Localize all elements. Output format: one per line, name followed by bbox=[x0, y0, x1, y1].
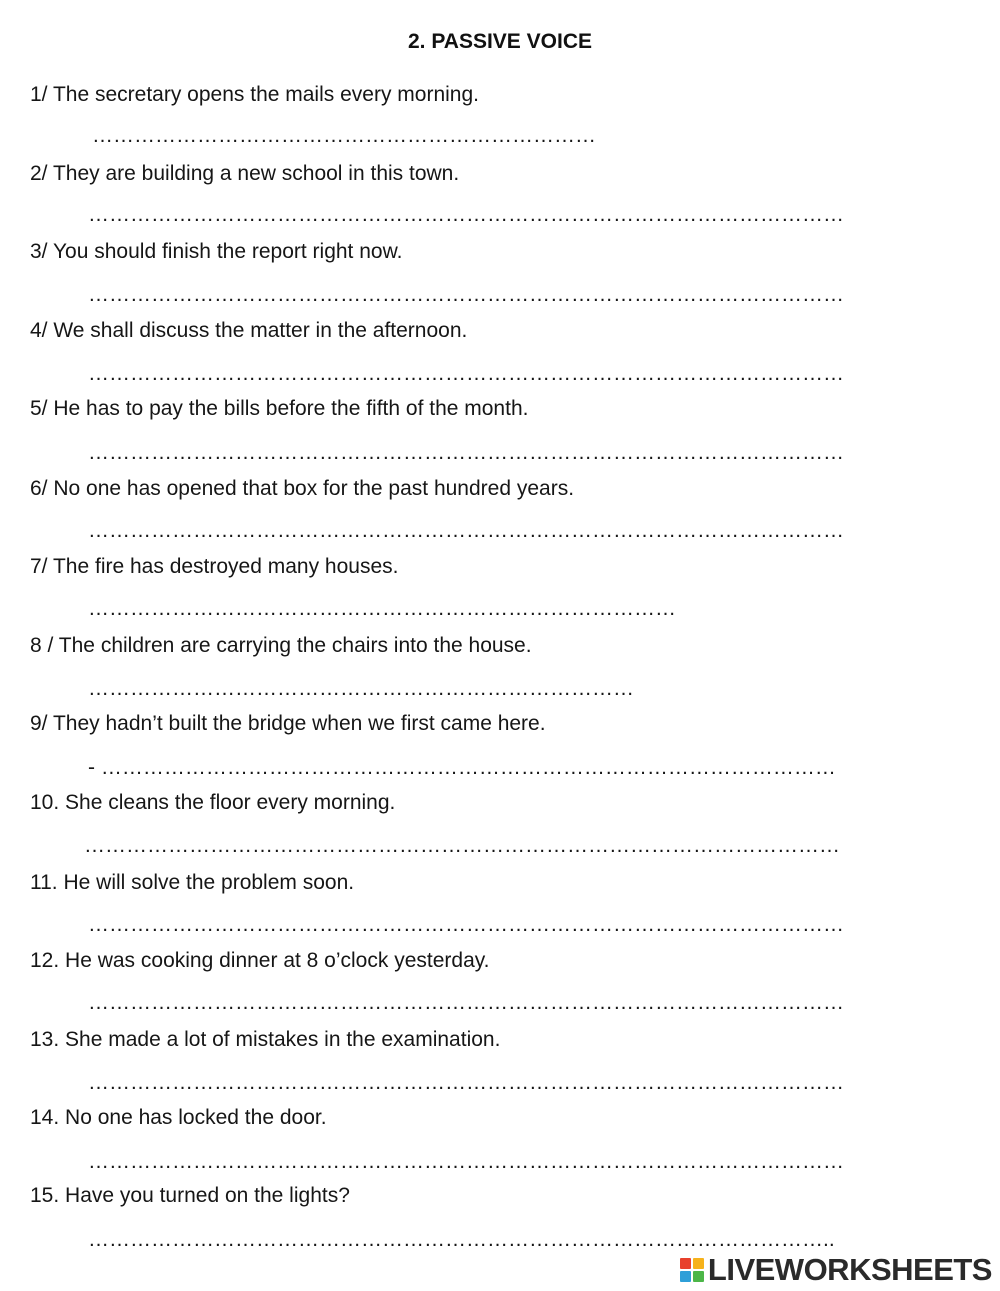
answer-line-12[interactable]: ……………………………………………………………………………………………… bbox=[88, 991, 844, 1014]
answer-line-5[interactable]: ……………………………………………………………………………………………… bbox=[88, 441, 844, 464]
answer-line-11[interactable]: ……………………………………………………………………………………………… bbox=[88, 913, 844, 936]
answer-line-15[interactable]: …………………………………………………………………………………………….. bbox=[88, 1228, 835, 1251]
question-1: 1/ The secretary opens the mails every morning. bbox=[30, 83, 479, 106]
logo-block-yellow bbox=[693, 1258, 704, 1269]
question-9: 9/ They hadn’t built the bridge when we first came here. bbox=[30, 712, 546, 735]
logo-text: LIVEWORKSHEETS bbox=[707, 1252, 992, 1287]
answer-line-4[interactable]: ……………………………………………………………………………………………… bbox=[88, 362, 844, 385]
logo-block-green bbox=[693, 1271, 704, 1282]
question-12: 12. He was cooking dinner at 8 o’clock yesterday. bbox=[30, 949, 490, 972]
answer-line-14[interactable]: ……………………………………………………………………………………………… bbox=[88, 1150, 844, 1173]
question-15: 15. Have you turned on the lights? bbox=[30, 1184, 350, 1207]
question-4: 4/ We shall discuss the matter in the afternoon. bbox=[30, 319, 468, 342]
question-8: 8 / The children are carrying the chairs into the house. bbox=[30, 634, 532, 657]
liveworksheets-logo[interactable] bbox=[680, 1253, 992, 1287]
answer-line-1[interactable]: ……………………………………………………………… bbox=[92, 124, 596, 147]
answer-line-7[interactable]: ………………………………………………………………………… bbox=[88, 597, 676, 620]
question-5: 5/ He has to pay the bills before the fifth of the month. bbox=[30, 397, 529, 420]
question-3: 3/ You should finish the report right now. bbox=[30, 240, 403, 263]
answer-line-10[interactable]: ……………………………………………………………………………………………… bbox=[84, 834, 840, 857]
question-11: 11. He will solve the problem soon. bbox=[30, 871, 355, 894]
liveworksheets-blocks-icon bbox=[680, 1258, 704, 1282]
question-6: 6/ No one has opened that box for the past hundred years. bbox=[30, 477, 575, 500]
answer-line-3[interactable]: ……………………………………………………………………………………………… bbox=[88, 283, 844, 306]
answer-line-8[interactable]: …………………………………………………………………… bbox=[88, 677, 634, 700]
logo-block-blue bbox=[680, 1271, 691, 1282]
question-2: 2/ They are building a new school in this town. bbox=[30, 162, 460, 185]
question-7: 7/ The fire has destroyed many houses. bbox=[30, 555, 399, 578]
answer-line-9[interactable]: - …………………………………………………………………………………………… bbox=[88, 756, 836, 779]
question-13: 13. She made a lot of mistakes in the examination. bbox=[30, 1028, 501, 1051]
answer-line-13[interactable]: ……………………………………………………………………………………………… bbox=[88, 1071, 844, 1094]
logo-block-red bbox=[680, 1258, 691, 1269]
question-14: 14. No one has locked the door. bbox=[30, 1106, 327, 1129]
page-title: 2. PASSIVE VOICE bbox=[407, 30, 592, 53]
answer-line-2[interactable]: ……………………………………………………………………………………………… bbox=[88, 203, 844, 226]
question-10: 10. She cleans the floor every morning. bbox=[30, 791, 396, 814]
answer-line-6[interactable]: ……………………………………………………………………………………………… bbox=[88, 519, 844, 542]
